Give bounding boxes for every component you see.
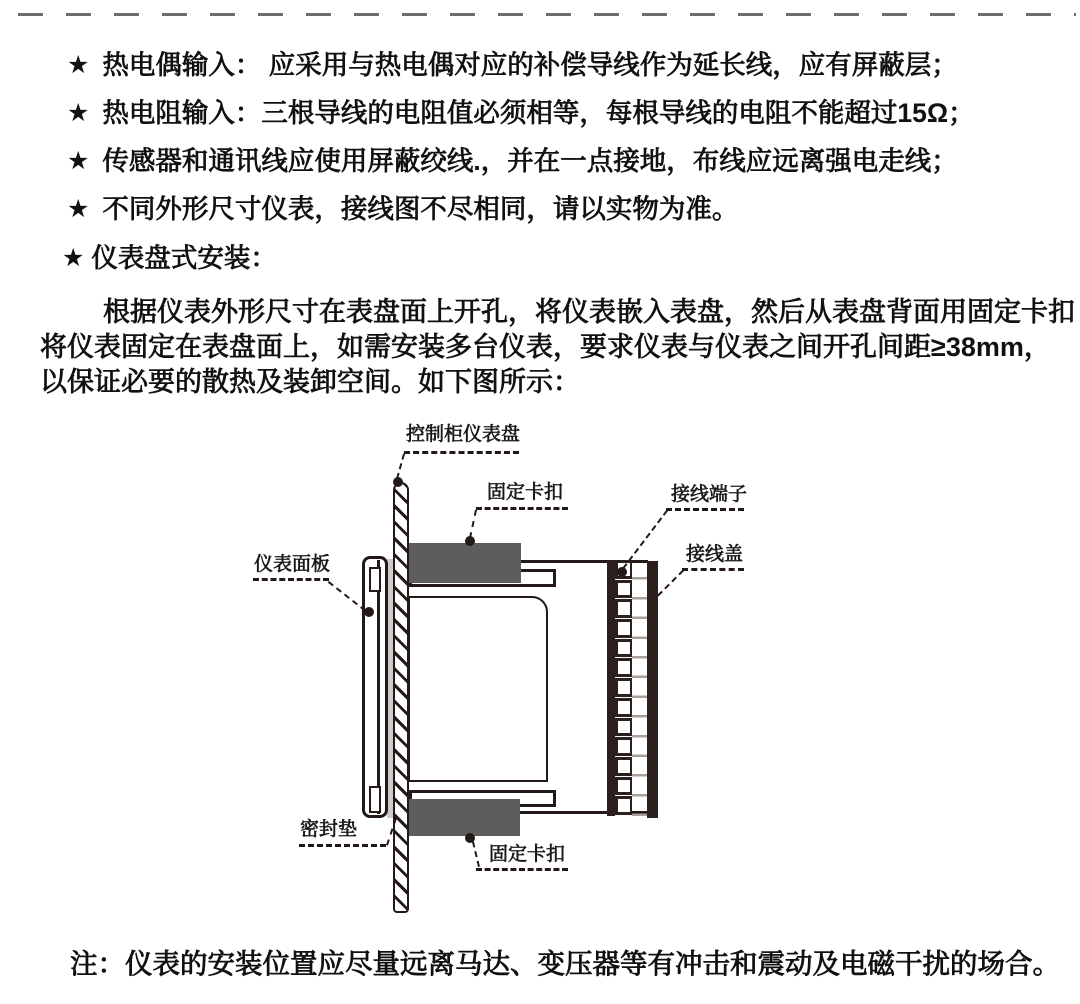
star-icon: ★ — [67, 147, 90, 175]
leader-dot — [465, 833, 475, 843]
terminal-cell — [615, 580, 632, 599]
leader-line — [472, 841, 480, 867]
terminal-cell — [615, 737, 632, 756]
label-terminal-cover: 接线盖 — [686, 544, 744, 565]
paragraph-line: 将仪表固定在表盘面上，如需安装多台仪表，要求仪表与仪表之间开孔间距≥38mm， — [40, 332, 1051, 362]
label-underline — [666, 508, 744, 511]
leader-dot — [465, 536, 475, 546]
label-underline — [476, 507, 568, 510]
bullet-wiring-diagram — [67, 193, 738, 225]
fixing-clip-bottom-shape — [406, 799, 520, 836]
terminal-cell — [615, 599, 632, 618]
terminal-separator-column — [632, 560, 647, 816]
bullet-rtd — [67, 97, 975, 129]
leader-line — [657, 570, 684, 597]
front-panel-inner-line — [377, 560, 380, 814]
bullet-text: 仪表盘式安装： — [91, 243, 277, 273]
terminal-cell — [615, 658, 632, 677]
page-top-dashed-border — [18, 13, 1076, 16]
bullet-text: 热电偶输入： 应采用与热电偶对应的补偿导线作为延长线，应有屏蔽层； — [102, 50, 958, 80]
bullet-thermocouple — [67, 49, 958, 81]
star-icon: ★ — [62, 244, 85, 272]
terminal-cell — [615, 698, 632, 717]
leader-dot — [364, 607, 374, 617]
label-underline — [404, 451, 519, 454]
terminal-cell — [615, 619, 632, 638]
instrument-front-panel-shape — [362, 556, 388, 818]
terminal-cell — [615, 796, 632, 815]
terminal-cell — [615, 718, 632, 737]
leader-dot — [393, 477, 403, 487]
label-underline — [299, 844, 386, 847]
front-panel-tab-top — [369, 567, 381, 592]
bullet-text: 热电阻输入：三根导线的电阻值必须相等，每根导线的电阻不能超过15Ω； — [102, 98, 975, 128]
label-cabinet-panel: 控制柜仪表盘 — [406, 424, 521, 445]
leader-line — [469, 510, 477, 539]
label-instrument-panel: 仪表面板 — [254, 554, 331, 575]
terminal-cell — [615, 639, 632, 658]
note-text: 注：仪表的安装位置应尽量远离马达、变压器等有冲击和震动及电磁干扰的场合。 — [70, 948, 1060, 979]
cabinet-panel-hatched-bar — [393, 482, 409, 913]
label-fixing-clip-top: 固定卡扣 — [487, 482, 564, 503]
label-terminal-block: 接线端子 — [671, 484, 748, 505]
leader-line — [396, 453, 405, 479]
front-panel-tab-bottom — [369, 786, 381, 813]
instrument-case-inner-outline — [408, 596, 548, 782]
star-icon: ★ — [67, 51, 90, 79]
label-underline — [253, 578, 329, 581]
bullet-shielded-wire — [67, 145, 958, 177]
bullet-text: 传感器和通讯线应使用屏蔽绞线.，并在一点接地，布线应远离强电走线； — [102, 146, 958, 176]
leader-dot — [617, 567, 627, 577]
label-underline — [682, 568, 744, 571]
terminal-cell — [615, 757, 632, 776]
terminal-cell — [615, 678, 632, 697]
terminal-cell — [615, 777, 632, 796]
bullet-panel-mount-heading — [62, 242, 277, 274]
terminal-cover-bar — [647, 561, 658, 818]
terminal-block-left-bar — [607, 560, 615, 816]
label-fixing-clip-bottom: 固定卡扣 — [489, 844, 566, 865]
paragraph-line: 以保证必要的散热及装卸空间。如下图所示： — [40, 367, 580, 397]
bullet-text: 不同外形尺寸仪表，接线图不尽相同，请以实物为准。 — [102, 194, 739, 224]
terminal-block-cells — [615, 560, 632, 816]
star-icon: ★ — [67, 99, 90, 127]
label-underline — [476, 868, 568, 871]
leader-line — [328, 581, 366, 612]
fixing-clip-top-shape — [406, 543, 521, 583]
star-icon: ★ — [67, 195, 90, 223]
paragraph-line: 根据仪表外形尺寸在表盘面上开孔，将仪表嵌入表盘，然后从表盘背面用固定卡扣 — [103, 297, 1075, 327]
label-gasket: 密封垫 — [300, 819, 358, 840]
